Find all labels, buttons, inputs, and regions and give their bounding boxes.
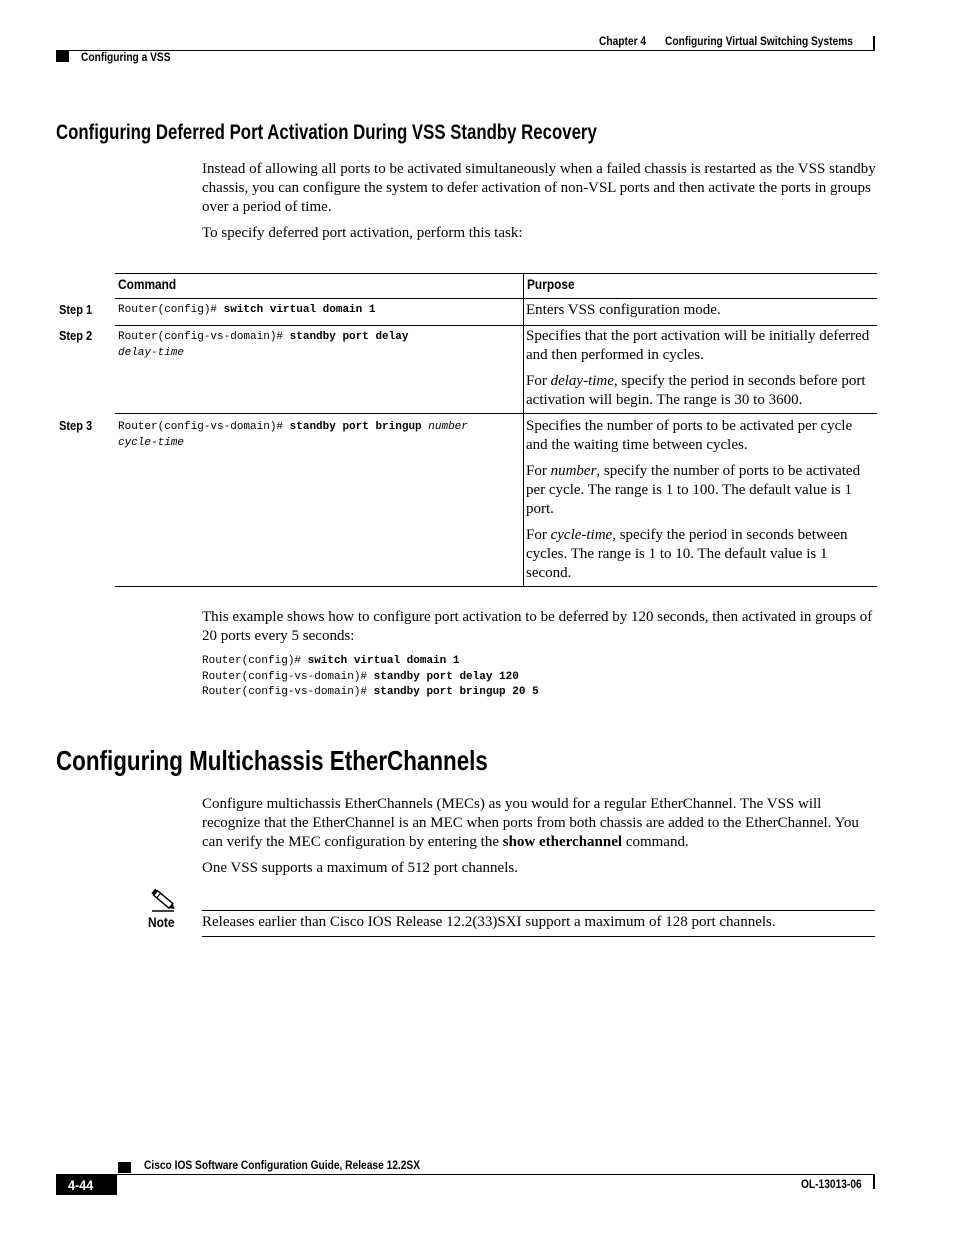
table-column-divider: [523, 273, 524, 586]
table-top-rule: [115, 273, 877, 274]
command-reference: show etherchannel: [502, 834, 623, 850]
purpose-cell: Specifies that the port activation will be initially deferred and then performed in cycles.: [526, 328, 870, 363]
note-text: Releases earlier than Cisco IOS Release 12.2(33)SXI support a maximum of 128 port channels.: [202, 914, 776, 930]
example-intro: This example shows how to configure port activation to be deferred by 120 seconds, then activated in groups of 20 ports every 5 seconds:: [202, 609, 873, 644]
code-line: Router(config-vs-domain)# standby port bringup 20 5: [202, 686, 539, 698]
purpose-cell: For number, specify the number of ports to be activated per cycle. The range is 1 to 100. The default value is 1 port.: [526, 463, 861, 517]
header-section: Configuring a VSS: [81, 50, 171, 64]
footer-rule: [56, 1174, 875, 1175]
table-row2-rule: [115, 413, 877, 414]
command-cell: [118, 303, 375, 318]
table-bottom-rule: [115, 586, 877, 587]
section-heading-mec: Configuring Multichassis EtherChannels: [56, 745, 488, 776]
command-keywords: switch virtual domain 1: [223, 304, 376, 316]
table-header-command: Command: [118, 276, 177, 292]
command-argument: number: [428, 421, 468, 433]
command-prompt: Router(config-vs-domain)#: [118, 331, 290, 343]
footer-right-rule: [873, 1175, 875, 1189]
command-prompt: Router(config)#: [118, 304, 224, 316]
section1-task-intro: To specify deferred port activation, perform this task:: [202, 225, 523, 241]
table-row1-rule: [115, 325, 877, 326]
table-header-rule: [115, 298, 877, 299]
purpose-cell: For cycle-time, specify the period in seconds between cycles. The range is 1 to 10. The default value is 1 second.: [526, 527, 848, 581]
purpose-cell: Enters VSS configuration mode.: [526, 302, 721, 318]
footer-doc-id: OL-13013-06: [801, 1177, 862, 1191]
command-cell: [118, 329, 408, 361]
footer-guide-title: Cisco IOS Software Configuration Guide, Release 12.2SX: [144, 1158, 421, 1172]
footer-page-number: 4-44: [68, 1177, 94, 1193]
section-heading-deferred-port: Configuring Deferred Port Activation During VSS Standby Recovery: [56, 121, 597, 144]
footer-marker: [118, 1162, 131, 1173]
note-label: Note: [148, 914, 175, 930]
section1-intro: Instead of allowing all ports to be activated simultaneously when a failed chassis is restarted as the VSS standby chassis, you can configure the system to defer activation of non-VSL ports and then activate the ports in groups over a period of time.: [202, 161, 876, 215]
step-label: Step 1: [59, 302, 93, 317]
code-line: Router(config)# switch virtual domain 1: [202, 655, 460, 667]
example-code: [202, 654, 539, 701]
purpose-cell: For delay-time, specify the period in seconds before port activation will begin. The range is 30 to 3600.: [526, 373, 866, 408]
command-argument: delay-time: [118, 347, 185, 359]
table-header-purpose: Purpose: [527, 276, 575, 292]
step-label: Step 3: [59, 418, 93, 433]
section2-para2: One VSS supports a maximum of 512 port channels.: [202, 860, 518, 876]
command-keywords: standby port delay: [289, 331, 409, 343]
command-cell: [118, 419, 468, 451]
note-top-rule: [202, 910, 875, 911]
command-argument: cycle-time: [118, 437, 185, 449]
section2-para1: Configure multichassis EtherChannels (MECs) as you would for a regular EtherChannel. The VSS will recognize that the EtherChannel is an MEC when ports from both chassis are added to the EtherChannel. You can verify the MEC configuration by entering the show etherchannel command.: [202, 796, 859, 850]
code-line: Router(config-vs-domain)# standby port delay 120: [202, 670, 519, 683]
step-label: Step 2: [59, 328, 93, 343]
pencil-note-icon: [150, 887, 178, 913]
header-chapter-title: Configuring Virtual Switching Systems: [665, 34, 853, 48]
command-keywords: standby port bringup: [289, 421, 422, 433]
command-prompt: Router(config-vs-domain)#: [118, 421, 290, 433]
purpose-cell: Specifies the number of ports to be activated per cycle and the waiting time between cycles.: [526, 418, 853, 453]
note-bottom-rule: [202, 936, 875, 937]
command-table: [0, 0, 954, 600]
header-chapter: Chapter 4: [599, 34, 647, 48]
